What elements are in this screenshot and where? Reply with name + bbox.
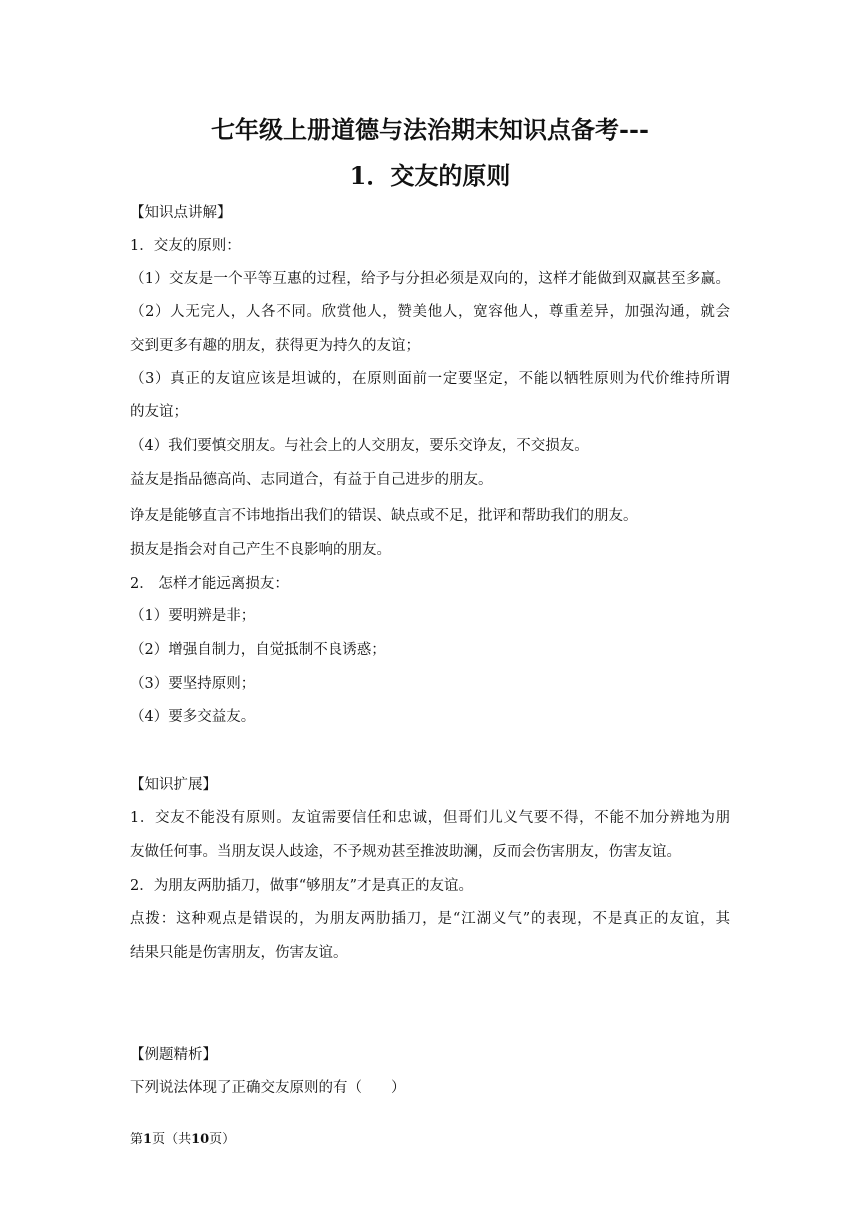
paragraph-line: 点拨：这种观点是错误的，为朋友两肋插刀，是“江湖义气”的表现，不是真正的友谊，其 [130,911,730,927]
paragraph-line: （2）增强自制力，自觉抵制不良诱惑； [130,642,386,658]
paragraph-line: 损友是指会对自己产生不良影响的朋友。 [130,542,391,558]
section-header-extend: 【知识扩展】 [130,777,217,793]
example-question: 下列说法体现了正确交友原则的有（ ） [130,1080,406,1096]
paragraph-line: （4）我们要慎交朋友。与社会上的人交朋友，要乐交诤友，不交损友。 [130,438,589,454]
footer-middle: 页（共 [152,1132,192,1147]
footer-total-pages: 10 [191,1132,210,1147]
section-header-explain: 【知识点讲解】 [130,205,232,221]
paragraph-line: 益友是指品德高尚、志同道合，有益于自己进步的朋友。 [130,472,493,488]
paragraph-line: 2．为朋友两肋插刀，做事“够朋友”才是真正的友谊。 [130,878,474,894]
paragraph-line: （1）交友是一个平等互惠的过程，给予与分担必须是双向的，这样才能做到双赢甚至多赢。 [130,271,730,287]
footer-prefix: 第 [130,1132,144,1147]
footer-page-number: 1 [143,1132,153,1147]
paragraph-line: 2． 怎样才能远离损友： [130,576,289,592]
paragraph-line: 的友谊； [130,404,188,420]
paragraph-line: （4）要多交益友。 [130,709,256,725]
section-header-example: 【例题精析】 [130,1047,217,1063]
paragraph-line: 1．交友不能没有原则。友谊需要信任和忠诚，但哥们儿义气要不得，不能不加分辨地为朋 [130,810,730,826]
document-subtitle: 1．交友的原则 [349,161,511,190]
paragraph-line: （1）要明辨是非； [130,608,256,624]
paragraph-line: 1．交友的原则： [130,238,241,254]
paragraph-line: 友做任何事。当朋友误人歧途，不予规劝甚至推波助澜，反而会伤害朋友，伤害友谊。 [130,844,681,860]
paragraph-line: （3）要坚持原则； [130,676,256,692]
paragraph-line: 结果只能是伤害朋友，伤害友谊。 [130,945,348,961]
paragraph-line: （2）人无完人，人各不同。欣赏他人，赞美他人，宽容他人，尊重差异，加强沟通，就会 [130,304,730,320]
page-footer [130,1128,235,1147]
footer-suffix: 页） [209,1132,236,1147]
paragraph-line: 交到更多有趣的朋友，获得更为持久的友谊； [130,338,420,354]
paragraph-line: （3）真正的友谊应该是坦诚的，在原则面前一定要坚定，不能以牺牲原则为代价维持所谓 [130,371,730,387]
paragraph-line: 诤友是能够直言不讳地指出我们的错误、缺点或不足，批评和帮助我们的朋友。 [130,508,638,524]
document-title: 七年级上册道德与法治期末知识点备考--- [211,115,649,144]
